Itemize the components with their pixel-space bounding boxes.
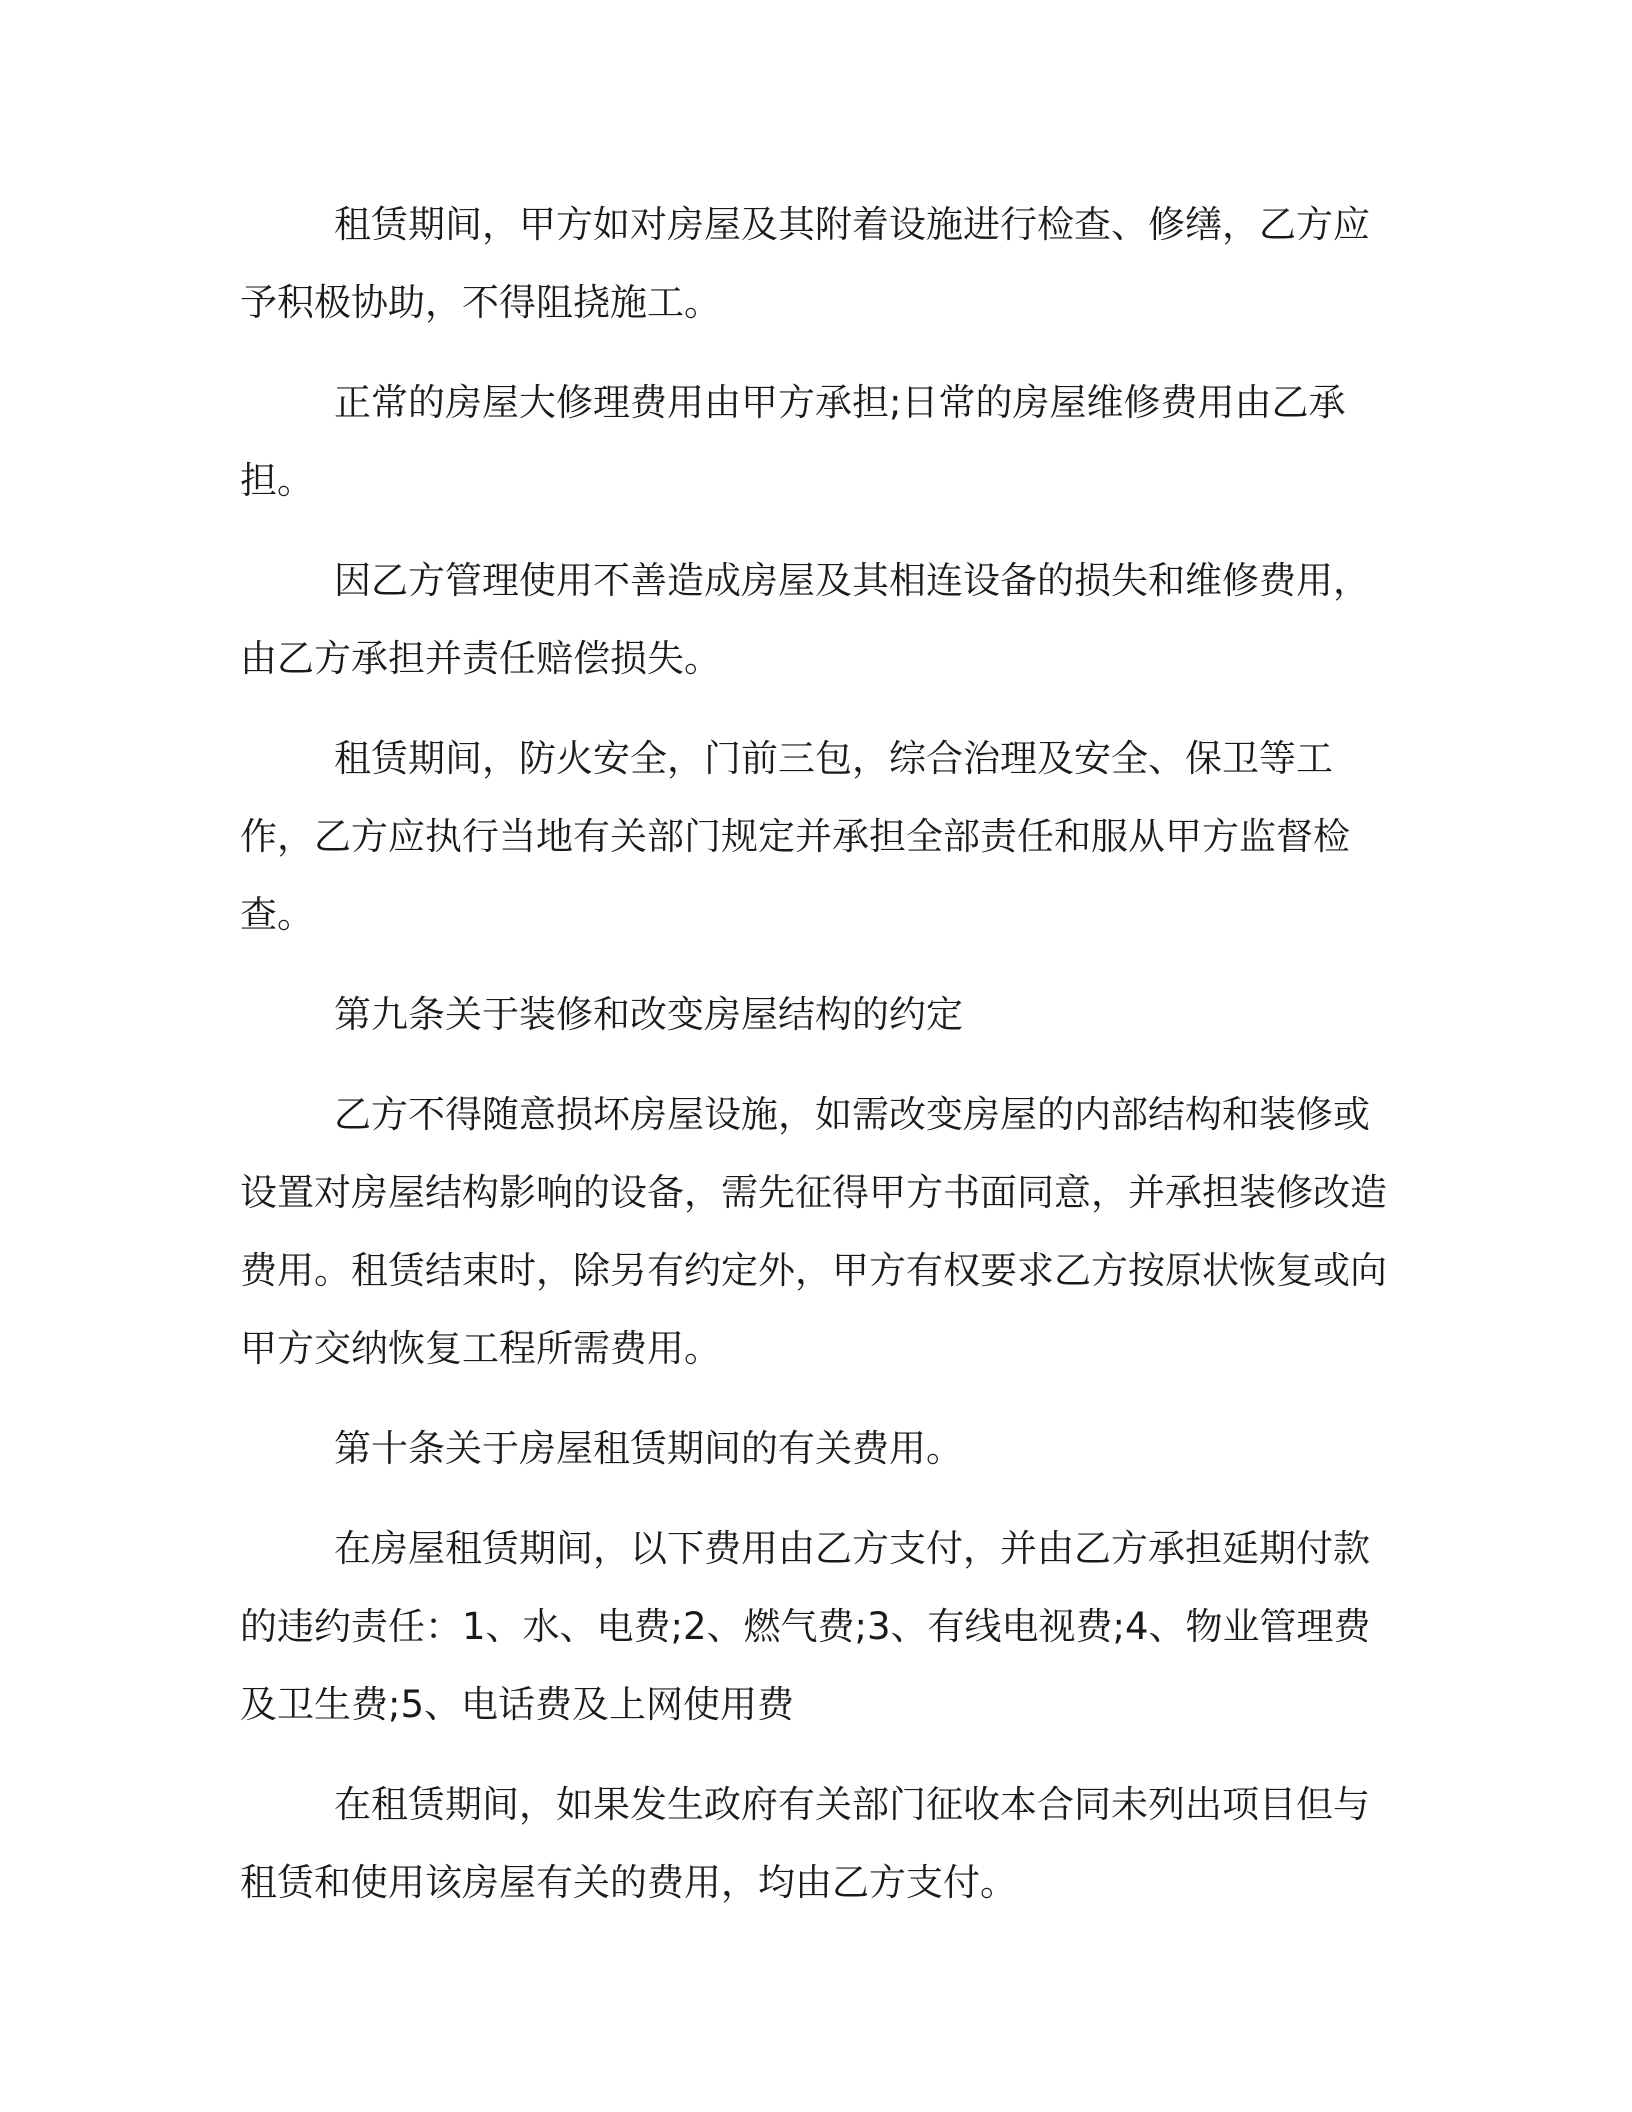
paragraph-safety-duties: 租赁期间，防火安全，门前三包，综合治理及安全、保卫等工作，乙方应执行当地有关部门规定并承担全部责任和服从甲方监督检查。	[240, 737, 1350, 936]
paragraph-renovation-terms: 乙方不得随意损坏房屋设施，如需改变房屋的内部结构和装修或设置对房屋结构影响的设备，需先征得甲方书面同意，并承担装修改造费用。租赁结束时，除另有约定外，甲方有权要求乙方按原状恢复或向甲方交纳恢复工程所需费用。	[240, 1093, 1387, 1370]
section-heading-article-10: 第十条关于房屋租赁期间的有关费用。	[334, 1427, 963, 1470]
document-body	[240, 186, 1400, 1944]
paragraph-damage-liability: 因乙方管理使用不善造成房屋及其相连设备的损失和维修费用，由乙方承担并责任赔偿损失。	[240, 559, 1370, 680]
section-heading-article-9: 第九条关于装修和改变房屋结构的约定	[334, 993, 963, 1036]
paragraph-government-fees: 在租赁期间，如果发生政府有关部门征收本合同未列出项目但与租赁和使用该房屋有关的费用，均由乙方支付。	[240, 1783, 1370, 1904]
paragraph-repair-costs: 正常的房屋大修理费用由甲方承担;日常的房屋维修费用由乙承担。	[240, 381, 1346, 502]
paragraph-fees-list: 在房屋租赁期间，以下费用由乙方支付，并由乙方承担延期付款的违约责任：1、水、电费;2、燃气费;3、有线电视费;4、物业管理费及卫生费;5、电话费及上网使用费	[240, 1527, 1371, 1726]
paragraph-inspection-repair: 租赁期间，甲方如对房屋及其附着设施进行检查、修缮，乙方应予积极协助，不得阻挠施工。	[240, 203, 1370, 324]
